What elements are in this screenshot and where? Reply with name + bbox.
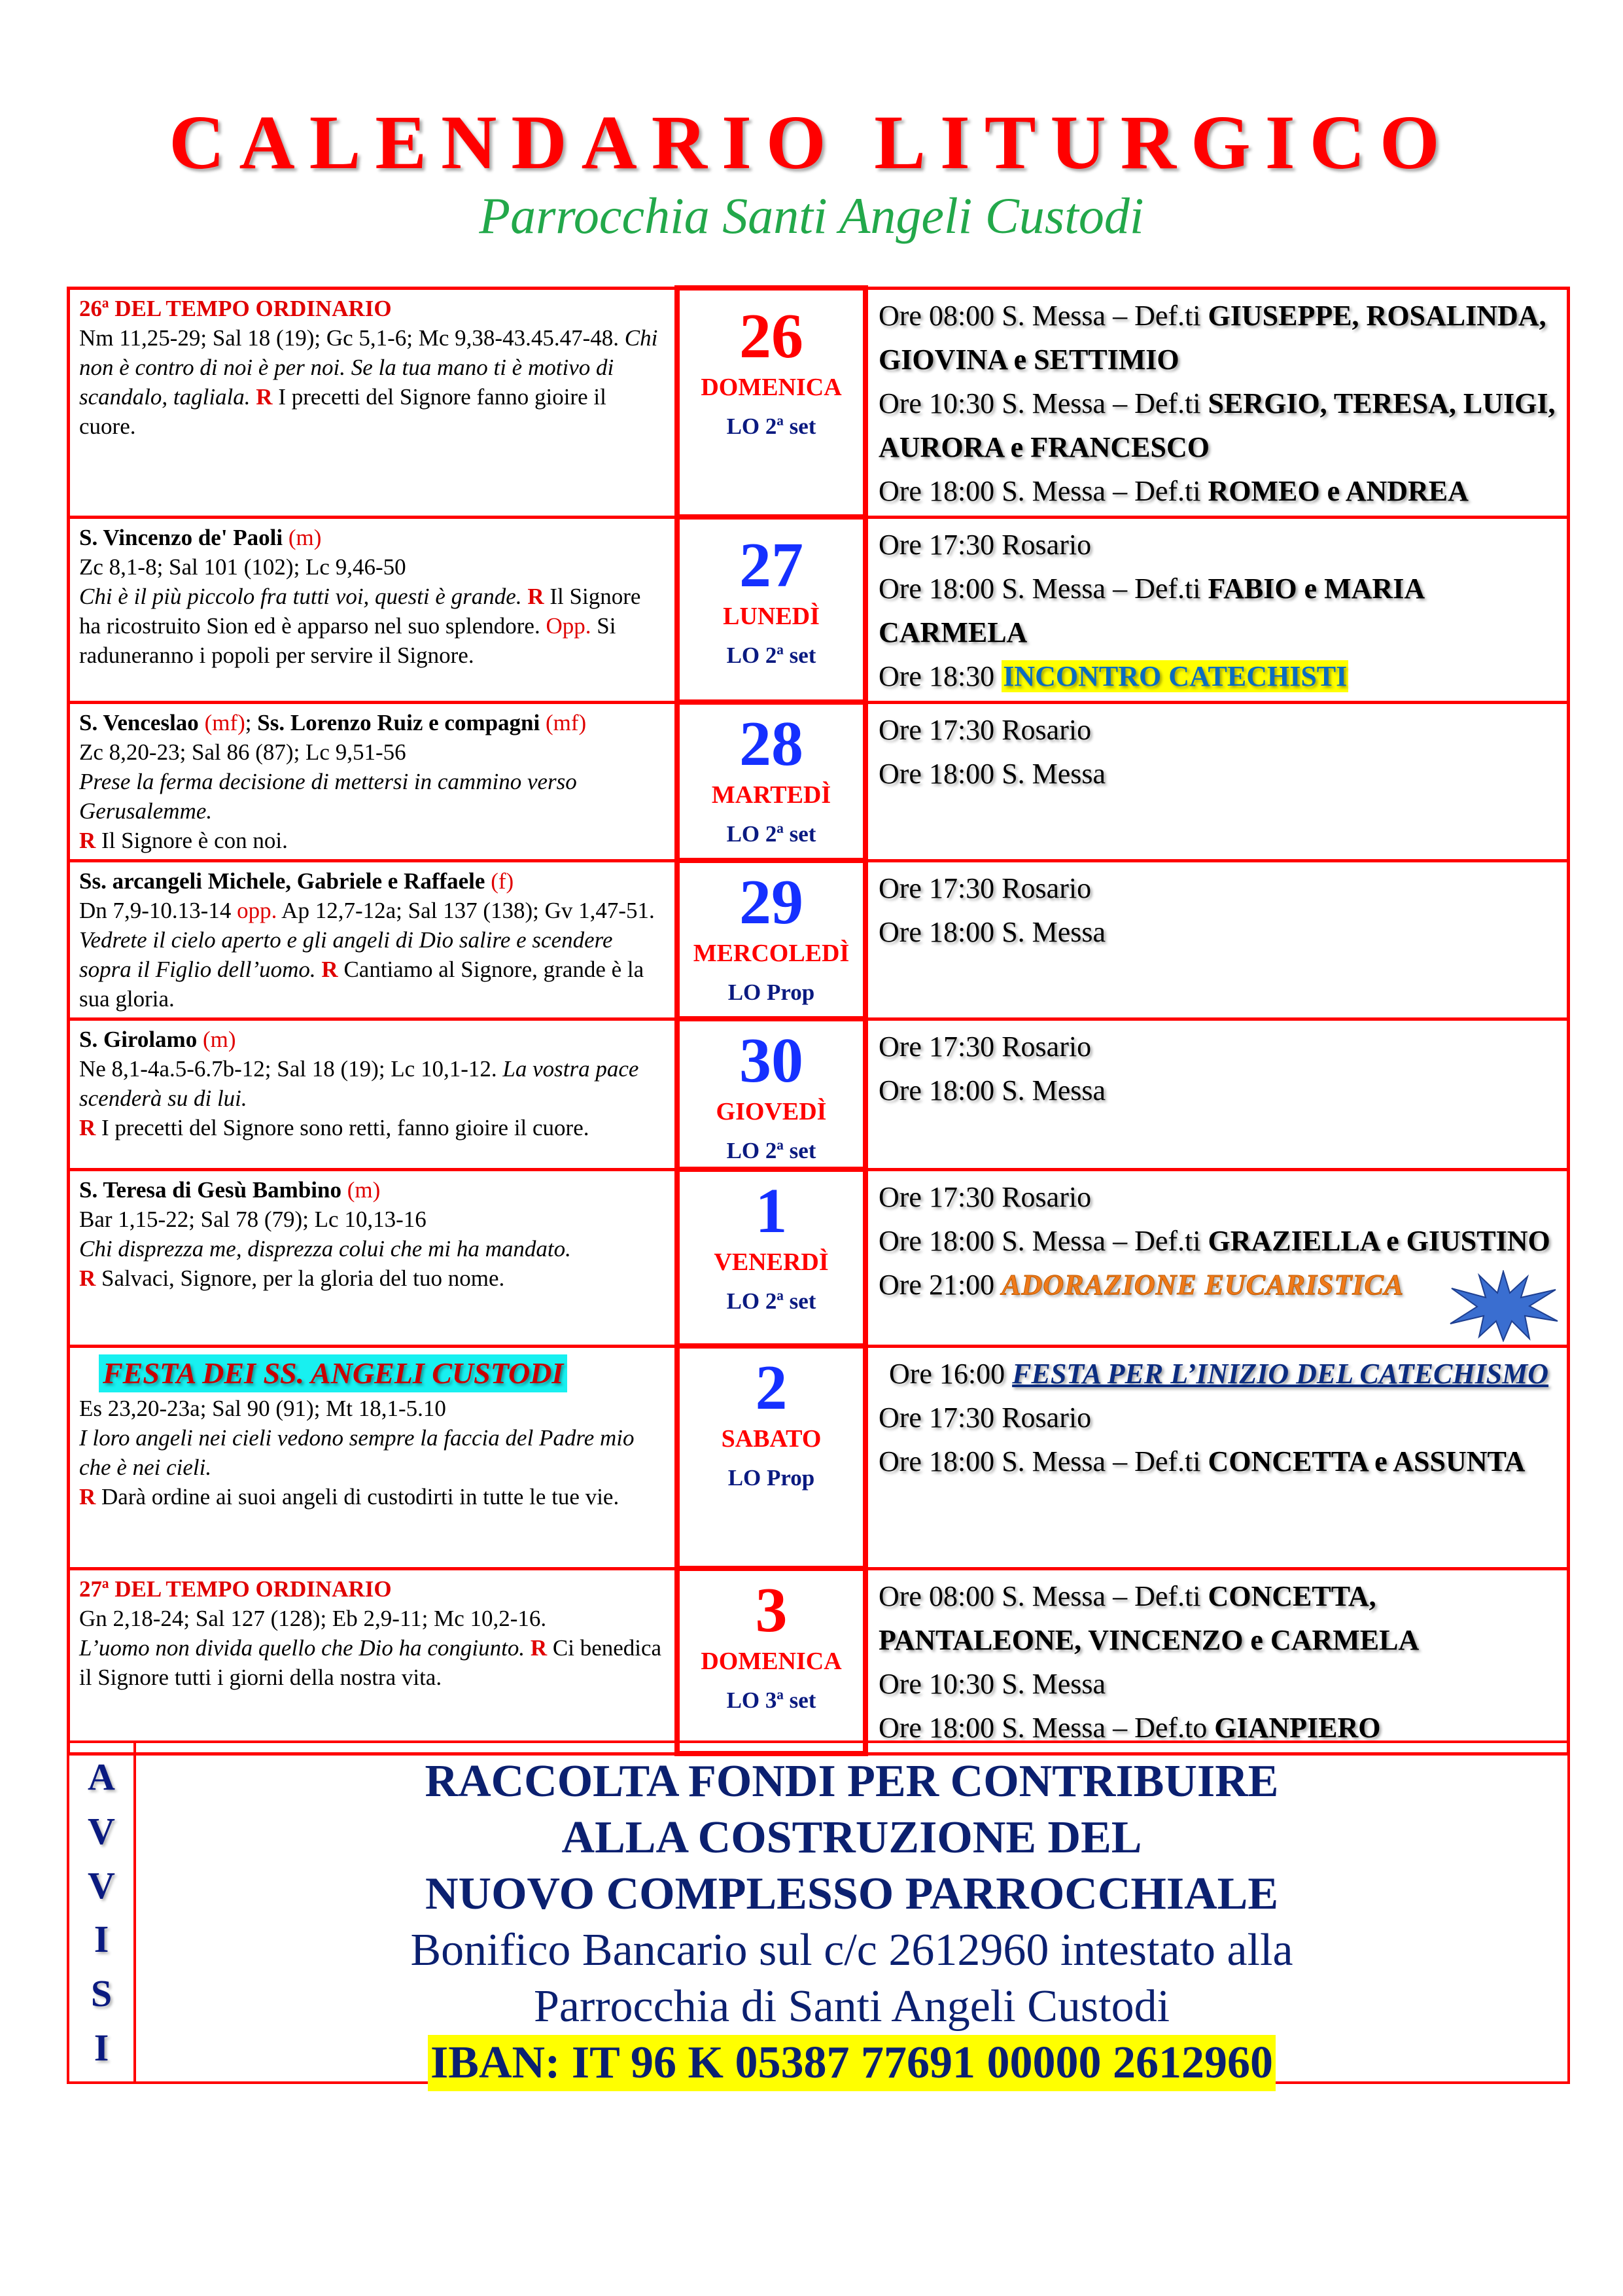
weekday: MARTEDÌ [711,781,831,809]
events-cell [865,517,1569,702]
psalm-response: Salvaci, Signore, per la gloria del tuo nome. [101,1265,505,1291]
weekday: GIOVEDÌ [716,1098,827,1125]
table-row [69,702,1569,860]
liturgy-of-hours: LO Prop [727,1465,815,1491]
announcement-content [136,1743,1567,2088]
antiphon: Chi è il più piccolo fra tutti voi, questi è grande. [79,583,522,609]
event-text: S. Messa – Def.ti [1002,1445,1201,1477]
events-cell [865,1169,1569,1346]
reading-refs: Es 23,20-23a; Sal 90 (91); Mt 18,1-5.10 [79,1395,446,1421]
feast-rank: (m) [347,1176,381,1203]
event-time: Ore 08:00 [879,1580,995,1612]
event-highlight: INCONTRO CATECHISTI [1003,660,1348,692]
event-item [879,1662,1559,1706]
antiphon: Vedrete il cielo aperto e gli angeli di Dio salire e scendere sopra il Figlio dell’uomo. [79,927,613,982]
liturgy-of-hours: LO 2ª set [726,414,816,439]
avvisi-letter: V [88,1863,115,1907]
liturgy-of-hours: LO Prop [727,980,815,1005]
announcements-box [67,1740,1570,2088]
reading-refs: Zc 8,1-8; Sal 101 (102); Lc 9,46-50 [79,554,406,580]
event-item [879,866,1559,910]
feast-title-2: Ss. Lorenzo Ruiz e compagni [257,709,540,735]
announcement-line: Parrocchia di Santi Angeli Custodi [533,1981,1170,2032]
psalm-response: Ci benedica il Signore tutti i giorni della nostra vita. [79,1634,662,1690]
event-names: GRAZIELLA e GIUSTINO [1208,1224,1550,1257]
reading-refs: Nm 11,25-29; Sal 18 (19); Gc 5,1-6; Mc 9,38-43.45.47-48. [79,325,619,351]
event-names: GIUSEPPE, ROSALINDA, GIOVINA e SETTIMIO [879,299,1546,376]
date-number: 2 [755,1352,788,1423]
reading-refs: Gn 2,18-24; Sal 127 (128); Eb 2,9-11; Mc 10,2-16. [79,1605,547,1631]
response-marker: R [79,1114,96,1140]
event-text: S. Messa [1002,757,1106,790]
liturgy-of-hours: LO 2ª set [726,1288,816,1314]
psalm-response: Il Signore ha ricostruito Sion ed è apparso nel suo splendore. [79,583,641,639]
event-time: Ore 18:00 [879,1445,995,1477]
liturgical-calendar-table [67,285,1570,1756]
feast-rank: (m) [288,524,322,550]
event-names: GIANPIERO [1214,1711,1381,1744]
event-text: S. Messa – Def.ti [1002,474,1201,507]
events-cell [865,1019,1569,1169]
page-title: CALENDARIO LITURGICO [169,99,1454,185]
starburst-shape [1450,1271,1558,1341]
table-row [69,860,1569,1019]
event-names: CONCETTA, PANTALEONE, VINCENZO e CARMELA [879,1580,1420,1656]
date-number: 3 [755,1575,788,1646]
psalm-response: Il Signore è con noi. [101,827,288,853]
event-names: ROMEO e ANDREA [1208,474,1469,507]
date-number: 30 [739,1025,803,1096]
event-time: Ore 17:30 [879,1030,995,1063]
table-row [69,1169,1569,1346]
event-text: Rosario [1002,1030,1092,1063]
event-item [879,469,1559,513]
opp-marker: opp. [237,897,277,923]
event-time: Ore 18:00 [879,1224,995,1257]
event-underlined: FESTA PER L’INIZIO DEL CATECHISMO [1012,1357,1549,1390]
response-marker: R [79,827,96,853]
response-marker: R [79,1483,96,1510]
avvisi-letter: I [94,1918,109,1961]
event-time: Ore 21:00 [879,1268,995,1301]
events-cell [865,1568,1569,1754]
event-names: FABIO e MARIA CARMELA [879,572,1423,648]
event-text: S. Messa – Def.ti [1002,1580,1201,1612]
date-cell [677,860,865,1019]
feast-rank: (f) [491,868,514,894]
weekday: MERCOLEDÌ [693,940,850,967]
event-time: Ore 17:30 [879,528,995,561]
table-row [69,1019,1569,1169]
date-cell [677,288,865,517]
readings-cell [69,1169,678,1346]
date-number: 29 [739,867,803,938]
feast-title: S. Vincenzo de' Paoli [79,524,283,550]
date-cell [677,1169,865,1346]
event-item [879,1025,1559,1069]
events-cell [865,860,1569,1019]
event-names: CONCETTA e ASSUNTA [1208,1445,1526,1477]
event-time: Ore 10:30 [879,387,995,419]
feast-title: 26ª DEL TEMPO ORDINARIO [79,295,392,321]
response-marker: R [79,1265,96,1291]
table-row [69,517,1569,702]
event-item [879,1175,1559,1219]
reading-refs: Dn 7,9-10.13-14 [79,897,232,923]
event-text: S. Messa – Def.ti [1002,1224,1201,1257]
opp-marker: Opp. [546,612,591,639]
event-time: Ore 17:30 [879,1180,995,1213]
readings-cell [69,860,678,1019]
date-number: 28 [739,709,803,779]
event-text: S. Messa [1002,1667,1106,1700]
event-time: Ore 18:00 [879,1074,995,1106]
event-time: Ore 17:30 [879,713,995,746]
event-time: Ore 18:30 [879,660,995,692]
event-item [879,567,1559,654]
event-item [879,1396,1559,1439]
announcement-line: RACCOLTA FONDI PER CONTRIBUIRE [425,1756,1279,1807]
feast-rank-2: (mf) [546,709,587,735]
date-number: 1 [755,1176,788,1246]
weekday: DOMENICA [701,1648,842,1675]
event-text: Rosario [1002,872,1092,904]
weekday: VENERDÌ [714,1248,829,1276]
event-text: Rosario [1002,1401,1092,1434]
avvisi-vertical-label [69,1743,136,2081]
event-time: Ore 10:30 [879,1667,995,1700]
liturgy-of-hours: LO 3ª set [726,1687,816,1713]
date-cell [677,517,865,702]
event-text: Rosario [1002,713,1092,746]
weekday: LUNEDÌ [723,603,820,630]
iban-highlight: IBAN: IT 96 K 05387 77691 00000 2612960 [428,2035,1276,2091]
announcement-line: Bonifico Bancario sul c/c 2612960 intestato alla [410,1925,1293,1975]
readings-cell [69,1346,678,1568]
antiphon: La vostra pace scenderà su di lui. [79,1055,639,1111]
psalm-response: I precetti del Signore fanno gioire il cuore. [79,383,606,439]
event-item [879,381,1559,469]
table-row [69,1346,1569,1568]
parish-subtitle: Parrocchia Santi Angeli Custodi [479,187,1144,244]
event-item [879,1219,1559,1263]
psalm-response: Cantiamo al Signore, grande è la sua gloria. [79,956,644,1012]
events-cell [865,702,1569,860]
event-text: S. Messa – Def.ti [1002,299,1201,332]
date-number: 26 [739,301,803,372]
event-text: S. Messa – Def.ti [1002,387,1201,419]
event-item [879,1574,1559,1662]
event-time: Ore 18:00 [879,757,995,790]
liturgy-of-hours: LO 2ª set [726,643,816,668]
feast-title: Ss. arcangeli Michele, Gabriele e Raffaele [79,868,485,894]
antiphon: I loro angeli nei cieli vedono sempre la faccia del Padre mio che è nei cieli. [79,1424,635,1480]
feast-title: S. Teresa di Gesù Bambino [79,1176,341,1203]
event-text: S. Messa – Def.to [1002,1711,1208,1744]
event-item [879,294,1559,381]
readings-cell [69,517,678,702]
event-text: Rosario [1002,1180,1092,1213]
reading-refs: Ne 8,1-4a.5-6.7b-12; Sal 18 (19); Lc 10,1-12. [79,1055,497,1082]
liturgy-of-hours: LO 2ª set [726,821,816,847]
weekday: SABATO [721,1425,822,1453]
event-item [879,654,1559,698]
event-text: S. Messa – Def.ti [1002,572,1201,605]
event-item [879,523,1559,567]
feast-title: S. Venceslao [79,709,199,735]
response-marker: R [530,1634,548,1661]
psalm-response: Darà ordine ai suoi angeli di custodirti in tutte le tue vie. [101,1483,620,1510]
readings-cell [69,1019,678,1169]
event-time: Ore 18:00 [879,572,995,605]
antiphon: Prese la ferma decisione di mettersi in cammino verso Gerusalemme. [79,768,577,824]
response-marker: R [256,383,273,410]
antiphon: L’uomo non divida quello che Dio ha congiunto. [79,1634,525,1661]
reading-refs-alt: Ap 12,7-12a; Sal 137 (138); Gv 1,47-51. [281,897,655,923]
antiphon: Chi disprezza me, disprezza colui che mi ha mandato. [79,1235,571,1262]
event-item [879,1439,1559,1483]
event-time: Ore 18:00 [879,1711,995,1744]
liturgy-of-hours: LO 2ª set [726,1138,816,1163]
psalm-response: I precetti del Signore sono retti, fanno gioire il cuore. [101,1114,589,1140]
event-names: SERGIO, TERESA, LUIGI, AURORA e FRANCESCO [879,387,1556,463]
feast-rank: (mf) [204,709,245,735]
feast-title: 27ª DEL TEMPO ORDINARIO [79,1576,392,1602]
date-cell [677,702,865,860]
response-marker: R [321,956,338,982]
avvisi-letter: V [88,1809,115,1852]
avvisi-letter: A [88,1755,115,1798]
event-special: ADORAZIONE EUCARISTICA [1002,1268,1405,1301]
event-item [879,1069,1559,1112]
date-cell [677,1346,865,1568]
announcement-line: NUOVO COMPLESSO PARROCCHIALE [425,1869,1279,1919]
date-cell [677,1568,865,1754]
event-text: Rosario [1002,528,1092,561]
readings-cell: S. Venceslao (mf); Ss. Lorenzo Ruiz e compagni (mf) Zc 8,20-23; Sal 86 (87); Lc 9,51-56 Prese la ferma decisione di mettersi in cammino verso Gerusalemme. R Il Signore è con noi. [69,702,678,860]
event-text: S. Messa [1002,915,1106,948]
event-time: Ore 08:00 [879,299,995,332]
feast-rank: (m) [202,1026,236,1052]
psalm-response-alt: Si raduneranno i popoli per servire il Signore. [79,612,616,668]
event-time: Ore 16:00 [888,1357,1005,1390]
readings-cell [69,288,678,517]
events-cell [865,288,1569,517]
events-cell [865,1346,1569,1568]
feast-banner: FESTA DEI SS. ANGELI CUSTODI [99,1354,567,1392]
starburst-icon [1448,1270,1559,1342]
table-row [69,1568,1569,1754]
event-time: Ore 17:30 [879,872,995,904]
response-marker: R [527,583,544,609]
date-number: 27 [739,530,803,601]
date-cell [677,1019,865,1169]
announcement-line: ALLA COSTRUZIONE DEL [561,1812,1142,1863]
event-time: Ore 17:30 [879,1401,995,1434]
reading-refs: Bar 1,15-22; Sal 78 (79); Lc 10,13-16 [79,1206,427,1232]
feast-title: S. Girolamo [79,1026,198,1052]
table-row [69,288,1569,517]
event-item [879,910,1559,954]
readings-cell [69,1568,678,1754]
antiphon: Chi non è contro di noi è per noi. Se la tua mano ti è motivo di scandalo, tagliala. [79,325,658,410]
event-time: Ore 18:00 [879,474,995,507]
event-time: Ore 18:00 [879,915,995,948]
reading-refs: Zc 8,20-23; Sal 86 (87); Lc 9,51-56 [79,739,406,765]
event-item [879,708,1559,752]
avvisi-letter: I [94,2026,109,2070]
avvisi-letter: S [90,1972,113,2015]
event-item [879,752,1559,796]
event-item [879,1352,1559,1396]
weekday: DOMENICA [701,374,842,401]
event-text: S. Messa [1002,1074,1106,1106]
